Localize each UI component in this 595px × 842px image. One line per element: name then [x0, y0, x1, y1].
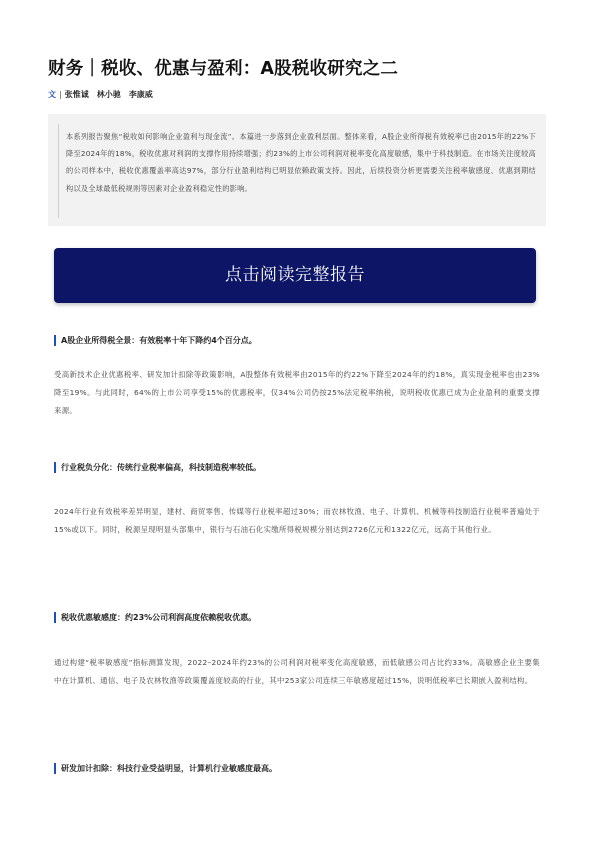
abstract-box — [48, 114, 546, 226]
byline-prefix: 文 — [48, 90, 56, 99]
byline — [48, 90, 161, 100]
section-heading: A股企业所得税全景：有效税率十年下降约4个百分点。 — [54, 335, 257, 346]
author-name: 李康威 — [128, 90, 153, 99]
byline-separator: | — [59, 90, 62, 99]
author-name: 张惟诚 — [64, 90, 89, 99]
section-heading: 税收优惠敏感度：约23%公司利润高度依赖税收优惠。 — [54, 612, 256, 623]
section-body: 通过构建“税率敏感度”指标测算发现，2022–2024年约23%的公司利润对税率变化高度敏感，而低敏感公司占比约33%。高敏感企业主要集中在计算机、通信、电子及农林牧渔等政策覆盖度较高的行业，其中253家公司连续三年敏感度超过15%，说明低税率已长期嵌入盈利结构。 — [54, 658, 540, 685]
section-heading: 行业税负分化：传统行业税率偏高，科技制造税率较低。 — [54, 462, 261, 473]
abstract-divider — [58, 124, 59, 218]
author-name: 林小驰 — [96, 90, 121, 99]
section-body: 2024年行业有效税率差异明显，建材、商贸零售、传媒等行业税率超过30%；而农林牧渔、电子、计算机、机械等科技制造行业税率普遍处于15%或以下。同时，税源呈现明显头部集中，银行与石油石化实缴所得税规模分别达到2726亿元和1322亿元，远高于其他行业。 — [54, 507, 540, 534]
page-title: 财务｜税收、优惠与盈利：A股税收研究之二 — [48, 59, 399, 79]
section-heading: 研发加计扣除：科技行业受益明显，计算机行业敏感度最高。 — [54, 763, 277, 774]
section-body: 受高新技术企业优惠税率、研发加计扣除等政策影响，A股整体有效税率由2015年的约22%下降至2024年的约18%，真实现金税率也由23%降至19%。与此同时，64%的上市公司享受15%的优惠税率，仅34%公司仍按25%法定税率纳税，说明税收优惠已成为企业盈利的重要支撑来源。 — [54, 370, 540, 415]
read-full-report-button[interactable]: 点击阅读完整报告 — [54, 248, 536, 303]
abstract-text: 本系列报告聚焦“税收如何影响企业盈利与现金流”。本篇进一步落到企业盈利层面。整体来看，A股企业所得税有效税率已由2015年的22%下降至2024年的18%，税收优惠对利润的支撑作用持续增强；约23%的上市公司利润对税率变化高度敏感，集中于科技制造。在市场关注度较高的公司样本中，税收优惠覆盖率高达97%，部分行业盈利结构已明显依赖政策支持。因此，后续投资分析更需要关注税率敏感度、优惠到期结构以及全球最低税规则等因素对企业盈利稳定性的影响。 — [66, 132, 536, 193]
